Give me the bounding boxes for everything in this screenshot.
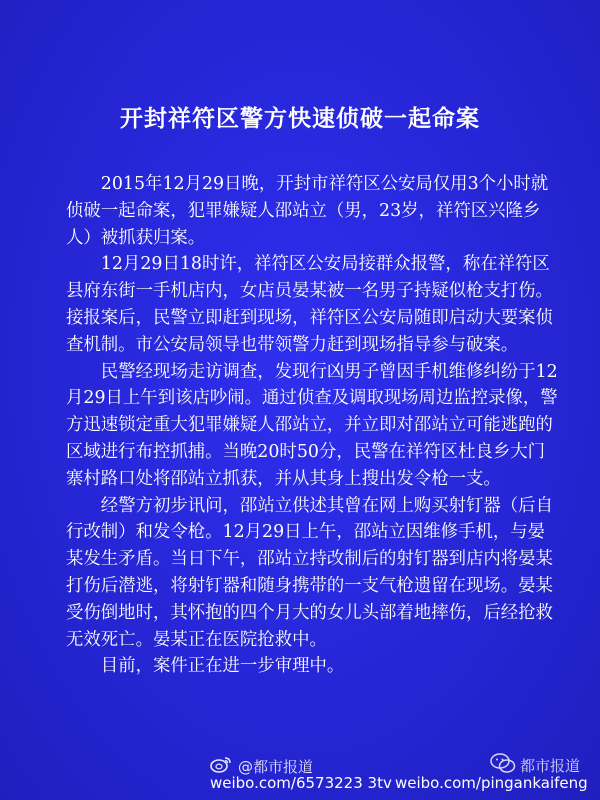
document-body: [66, 171, 559, 680]
wechat-account-name: 都市报道: [520, 756, 581, 775]
paragraph-1: 2015年12月29日晚，开封市祥符区公安局仅用3个小时就侦破一起命案，犯罪嫌疑人邵站立（男，23岁，祥符区兴隆乡人）被抓获归案。: [66, 174, 549, 248]
paragraph-2: 12月29日18时许，祥符区公安局接群众报警，称在祥符区县府东街一手机店内，女店员晏某被一名男子持疑似枪支打伤。接报案后，民警立即赶到现场，祥符区公安局随即启动大要案侦查机制。市公安局领导也带领警力赶到现场指导参与破案。: [66, 254, 553, 355]
weibo-url-left: weibo.com/6573223 3tv: [210, 774, 392, 792]
document-title: 开封祥符区警方快速侦破一起命案: [120, 106, 480, 132]
weibo-url-right: weibo.com/pingankaifeng: [395, 774, 588, 792]
paragraph-3: 民警经现场走访调查，发现行凶男子曾因手机维修纠纷于12月29日上午到该店吵闹。通过侦查及调取现场周边监控录像，警方迅速锁定重大犯罪嫌疑人邵站立，并立即对邵站立可能逃跑的区域进行布控抓捕。当晚20时50分，民警在祥符区杜良乡大门寨村路口处将邵站立抓获，并从其身上搜出发令枪一支。: [66, 361, 558, 489]
paragraph-5: 目前，案件正在进一步审理中。: [100, 656, 345, 677]
weibo-account-name: @都市报道: [238, 757, 314, 776]
paragraph-4: 经警方初步讯问，邵站立供述其曾在网上购买射钉器（后自行改制）和发令枪。12月29日上午，邵站立因维修手机，与晏某发生矛盾。当日下午，邵站立持改制后的射钉器到店内将晏某打伤后潜逃，将射钉器和随身携带的一支气枪遗留在现场。晏某受伤倒地时，其怀抱的四个月大的女儿头部着地摔伤，后经抢救无效死亡。晏某正在医院抢救中。: [66, 495, 553, 650]
